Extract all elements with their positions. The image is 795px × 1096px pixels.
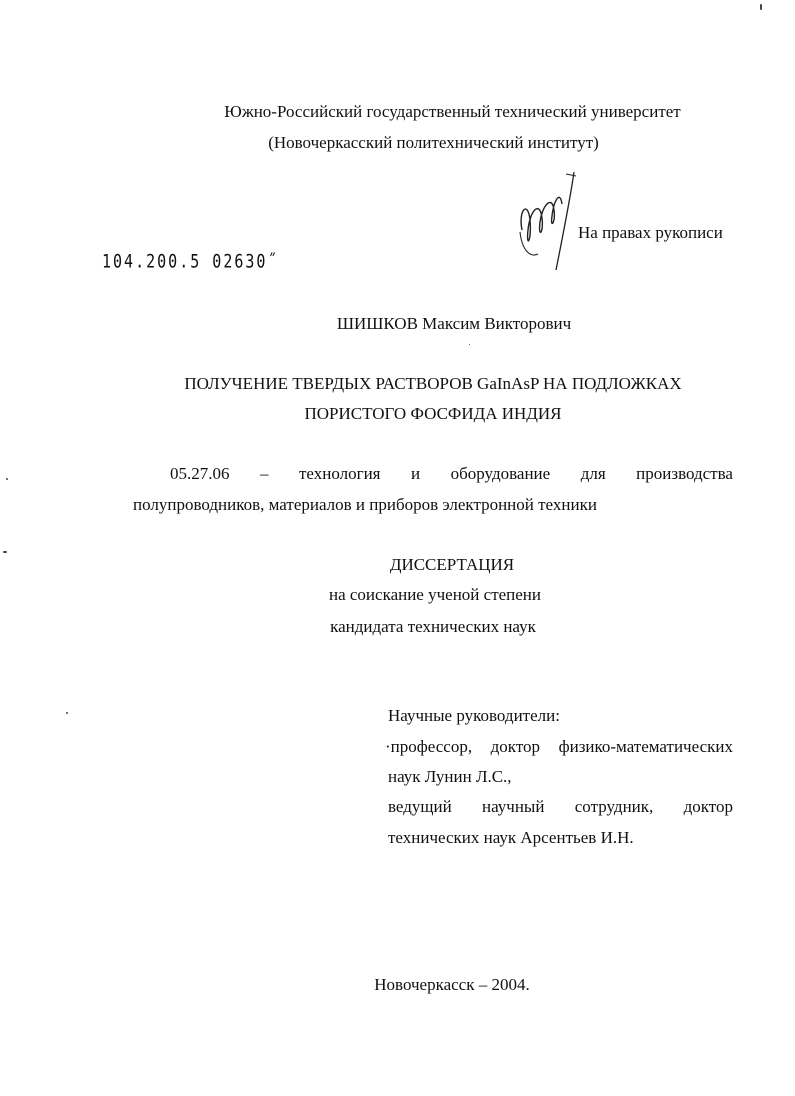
specialty-word: производства [636, 464, 733, 483]
institute-name: (Новочеркасский политехнический институт) [268, 133, 599, 152]
supervisor-1-line-1 [385, 737, 733, 757]
supervisor-1-line-2: наук Лунин Л.С., [388, 767, 512, 786]
supervisor-2-line-2: технических наук Арсентьев И.Н. [388, 828, 634, 847]
supervisors-title: Научные руководители: [388, 706, 560, 725]
manuscript-rights-notice: На правах рукописи [578, 223, 723, 242]
dissertation-subline-2: кандидата технических наук [330, 617, 536, 636]
supervisor-word: сотрудник, [574, 797, 654, 816]
supervisor-2-line-1 [388, 797, 733, 817]
specialty-line-1 [170, 464, 733, 484]
thesis-title-line-1: ПОЛУЧЕНИЕ ТВЕРДЫХ РАСТВОРОВ GaInAsP НА ПОДЛОЖКАХ [184, 374, 682, 393]
supervisor-word: доктор [490, 737, 541, 756]
scan-speck [760, 4, 762, 10]
specialty-word: для [580, 464, 606, 483]
scan-speck [3, 551, 7, 553]
university-name: Южно-Российский государственный технический университет [224, 102, 681, 121]
author-name: ШИШКОВ Максим Викторович [336, 314, 572, 333]
specialty-word: и [411, 464, 421, 483]
supervisor-word: физико-математических [558, 737, 733, 756]
registration-code: 104.200.5 02630˝ [102, 250, 279, 273]
place-and-year: Новочеркасск – 2004. [374, 975, 530, 994]
dissertation-subline-1: на соискание ученой степени [328, 585, 542, 604]
thesis-title-line-2: ПОРИСТОГО ФОСФИДА ИНДИЯ [304, 404, 562, 423]
scan-speck [66, 712, 68, 714]
supervisor-word: доктор [683, 797, 733, 816]
handwritten-signature [508, 170, 583, 282]
specialty-word: оборудование [450, 464, 551, 483]
specialty-code: 05.27.06 [170, 464, 230, 483]
specialty-line-2: полупроводников, материалов и приборов электронной техники [133, 495, 597, 514]
scan-speck [469, 344, 470, 345]
specialty-word: технология [299, 464, 381, 483]
dissertation-heading: ДИССЕРТАЦИЯ [389, 555, 515, 574]
supervisor-word: ·профессор, [385, 737, 473, 756]
code-mark: ˝ [267, 250, 279, 273]
scan-speck [6, 478, 8, 480]
supervisor-word: ведущий [388, 797, 452, 816]
supervisor-word: научный [482, 797, 545, 816]
specialty-word: – [260, 464, 269, 483]
